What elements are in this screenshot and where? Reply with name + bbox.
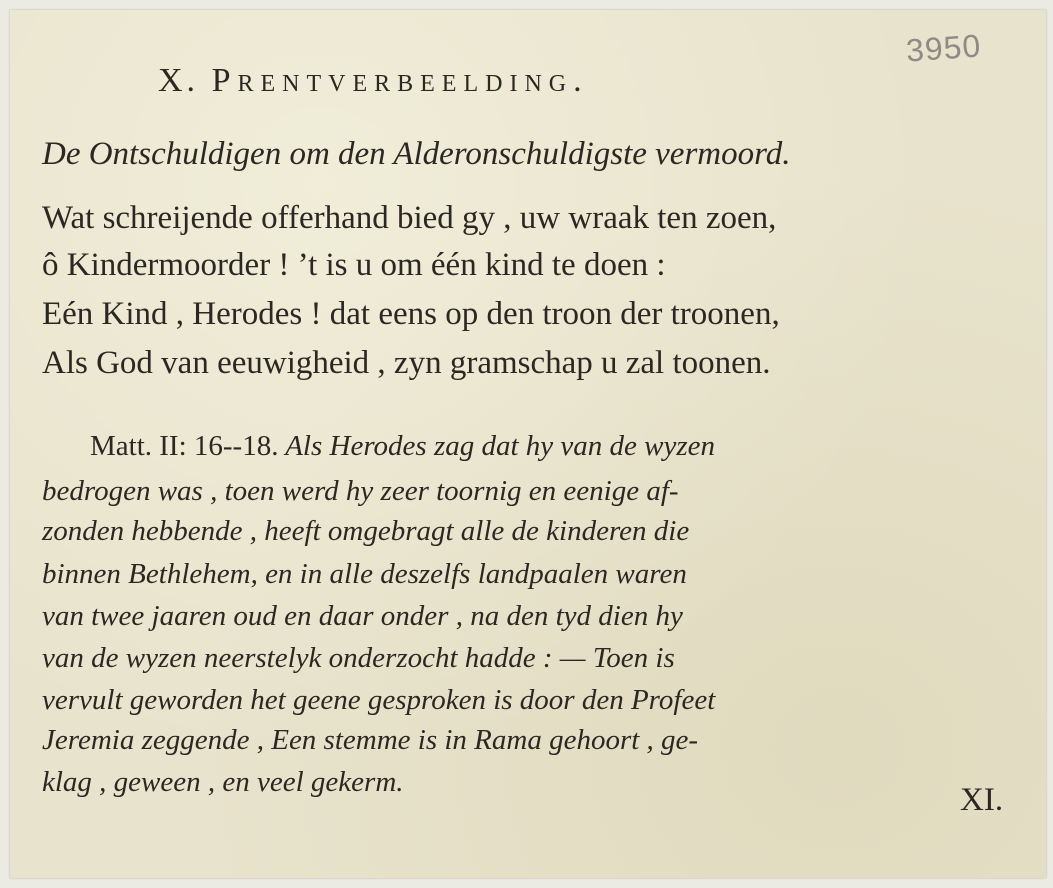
- plate-header: [158, 62, 589, 100]
- scripture-text-1: Als Herodes zag dat hy van de wyzen: [285, 430, 716, 462]
- scripture-line-6: van de wyzen neerstelyk onderzocht hadde : — Toen is: [42, 642, 675, 674]
- scripture-reference: Matt. II: 16--18.: [90, 430, 279, 462]
- verse-line-2: ô Kindermoorder ! ’t is u om één kind te doen :: [42, 247, 666, 283]
- subtitle: De Ontschuldigen om den Alderonschuldigste vermoord.: [42, 136, 791, 172]
- scripture-line-2: bedrogen was , toen werd hy zeer toornig en eenige af-: [42, 475, 679, 507]
- scripture-line-1: [90, 430, 715, 463]
- verse-line-3: Eén Kind , Herodes ! dat eens op den troon der troonen,: [42, 296, 780, 332]
- plate-numeral: X.: [158, 62, 200, 99]
- scripture-line-7: vervult geworden het geene gesproken is door den Profeet: [42, 684, 716, 716]
- scripture-line-9: klag , geween , en veel gekerm.: [42, 766, 404, 798]
- inventory-number: 3950: [904, 27, 983, 69]
- scripture-line-3: zonden hebbende , heeft omgebragt alle de kinderen die: [42, 515, 690, 547]
- scripture-line-5: van twee jaaren oud en daar onder , na den tyd dien hy: [42, 600, 683, 632]
- plate-title: Prentverbeelding.: [211, 62, 589, 99]
- scripture-line-4: binnen Bethlehem, en in alle deszelfs landpaalen waren: [42, 558, 687, 590]
- catchword: XI.: [960, 782, 1004, 818]
- scripture-line-8: Jeremia zeggende , Een stemme is in Rama gehoort , ge-: [42, 724, 699, 756]
- verse-line-4: Als God van eeuwigheid , zyn gramschap u zal toonen.: [42, 345, 771, 381]
- verse-line-1: Wat schreijende offerhand bied gy , uw wraak ten zoen,: [42, 200, 777, 236]
- paper-sheet: [10, 10, 1046, 878]
